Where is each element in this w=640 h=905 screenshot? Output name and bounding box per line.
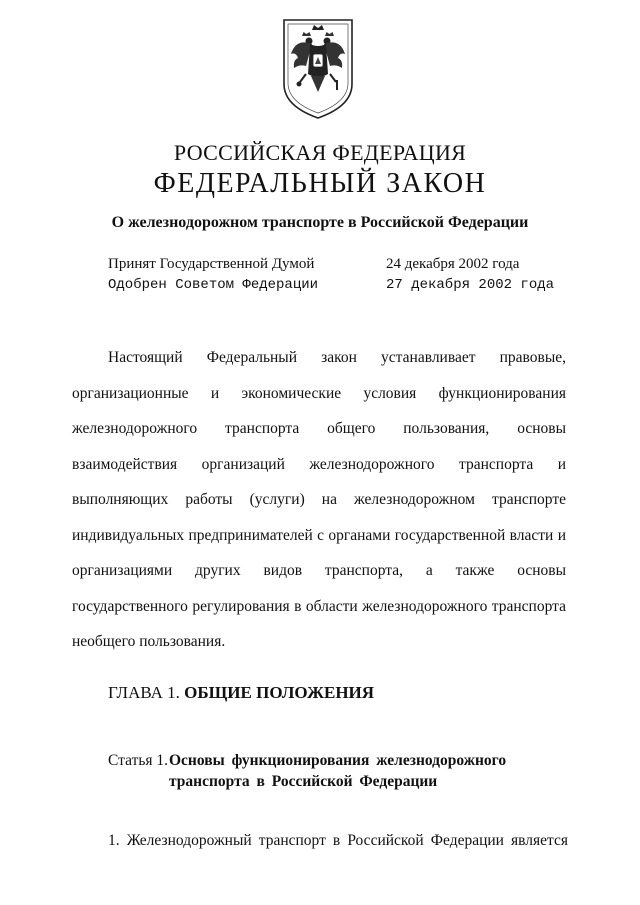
law-title: О железнодорожном транспорте в Российской Федерации	[111, 214, 529, 231]
chapter-prefix: ГЛАВА 1.	[108, 683, 180, 702]
article-title-line-2: транспорта в Российской Федерации	[169, 773, 438, 790]
preamble-paragraph: Настоящий Федеральный закон устанавливает правовые, организационные и экономические условия функционирования железнодорожного транспорта общего пользования, основы взаимодействия организаций железнодорожного транспорта и выполняющих работы (услуги) на железнодорожном транспорте индивидуальных предпринимателей с органами государственной власти и организациями других видов транспорта, а также основы государственного регулирования в области железнодорожного транспорта необщего пользования.	[72, 349, 566, 650]
adoption-label: Принят Государственной Думой	[108, 256, 315, 272]
adoption-label: Одобрен Советом Федерации	[108, 277, 319, 293]
article-title-line-1: Основы функционирования железнодорожного	[169, 752, 507, 769]
country-heading: РОССИЙСКАЯ ФЕДЕРАЦИЯ	[173, 140, 467, 165]
adoption-date: 24 декабря 2002 года	[386, 256, 520, 272]
chapter-title: ОБЩИЕ ПОЛОЖЕНИЯ	[184, 683, 375, 702]
article-title	[169, 750, 589, 792]
article-prefix: Статья 1.	[108, 752, 169, 769]
chapter-heading	[108, 683, 374, 703]
preamble-section	[72, 340, 566, 660]
document-type-heading: ФЕДЕРАЛЬНЫЙ ЗАКОН	[153, 168, 487, 199]
adoption-date: 27 декабря 2002 года	[386, 277, 555, 293]
article-point-1: 1. Железнодорожный транспорт в Российской Федерации является	[108, 832, 568, 849]
state-emblem-icon	[278, 14, 358, 124]
